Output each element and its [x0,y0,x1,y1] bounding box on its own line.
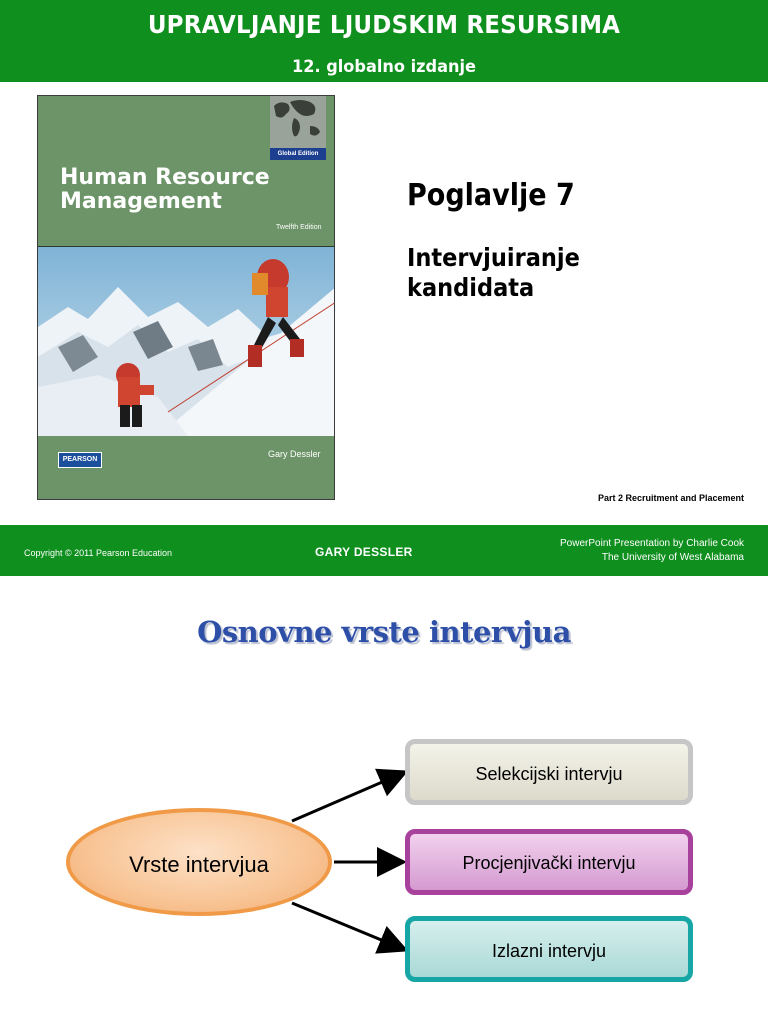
appraisal-interview-label: Procjenjivački intervju [462,853,636,873]
part-label: Part 2 Recruitment and Placement [597,493,744,503]
center-node [66,808,332,916]
slide-interview-types [0,577,768,1024]
book-edition: Twelfth Edition [276,224,322,231]
arrow-to-exit [292,903,403,949]
exit-interview-box [405,916,693,982]
pearson-logo: PEARSON [58,452,102,468]
book-title [60,166,270,214]
course-title: UPRAVLJANJE LJUDSKIM RESURSIMA [147,10,621,39]
book-title-line2: Management [60,189,222,214]
appraisal-interview-box [405,829,693,895]
chapter-number: Poglavlje 7 [407,178,575,213]
slide-title: Osnovne vrste intervjua [197,615,571,649]
selection-interview-label: Selekcijski intervju [475,764,623,784]
selection-interview-box [405,739,693,805]
book-author: Gary Dessler [268,449,321,459]
world-map-icon [270,96,326,148]
edition-subtitle: 12. globalno izdanje [291,57,477,77]
presentation-credit-line1: PowerPoint Presentation by Charlie Cook [560,538,744,549]
arrow-to-selection [292,773,403,821]
presentation-credit-line2: The University of West Alabama [601,552,744,563]
presentation-credit [560,537,744,565]
global-edition-tag: Global Edition [270,148,326,160]
copyright-text: Copyright © 2011 Pearson Education [24,548,173,558]
chapter-title: Intervjuiranje kandidata [407,243,580,302]
center-node-label: Vrste intervjua [129,852,269,877]
footer-author: GARY DESSLER [315,545,413,559]
header-band [0,0,768,82]
book-cover [37,95,335,500]
book-title-line1: Human Resource [60,165,270,190]
exit-interview-label: Izlazni intervju [491,941,607,961]
climbers-photo [38,246,335,435]
footer-band [0,525,768,576]
